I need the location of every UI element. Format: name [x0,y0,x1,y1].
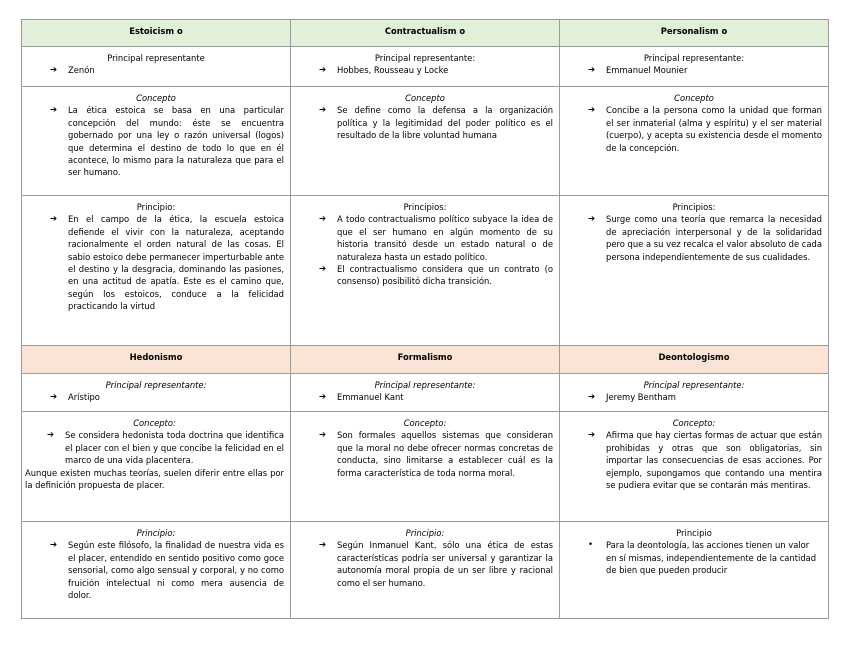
list-item: Son formales aquellos sistemas que consideran que la moral no debe ofrecer normas concretas de conducta, sino limitarse a establecer cuál es la forma característica de toda norma moral. [337,430,553,478]
arrow-icon: ➔ [50,105,58,116]
arrow-icon: ➔ [319,392,327,403]
arrow-icon: ➔ [50,540,58,551]
list-item: Hobbes, Rousseau y Locke [337,65,449,76]
list-item: Según este filósofo, la finalidad de nuestra vida es el placer, entendido en sentido positivo como goce sensorial, como algo sensual y corporal, y no como fruición intelectual ni como mera ausencia de dolor. [68,540,284,601]
header-personalismo: Personalism o [560,20,829,47]
list-item: El contractualismo considera que un contrato (o consenso) posibilitó dicha transición. [337,264,553,287]
list-item: Para la deontología, las acciones tienen un valor en sí mismas, independientemente de la cantidad de bien que pueden producir [606,540,817,576]
header-row-1 [22,20,829,47]
cell-label: Principios: [403,202,447,212]
header-hedonismo: Hedonismo [22,346,291,374]
cell-label: Concepto [405,93,445,103]
list-item: Emmanuel Mounier [606,65,688,76]
list-item: En el campo de la ética, la escuela estoica defiende el vivir con la naturaleza, aceptando racionalmente el orden natural de las cosas. El sabio estoico debe permanecer imperturbable ante el destino y la desgracia, dominando las pasiones, en una actitud de apatía. Este es el camino que, según los estoicos, conduce a la felicidad practicando la virtud [68,214,284,312]
list-item: Concibe a la persona como la unidad que forman el ser inmaterial (alma y espíritu) y el ser material (cuerpo), y acepta su existencia desde el momento de la concepción. [606,105,822,153]
cell-label: Concepto [136,93,176,103]
arrow-icon: ➔ [319,430,327,441]
arrow-icon: ➔ [588,105,596,116]
cell-label: Principal representante: [643,380,745,390]
list-item: Según Inmanuel Kant, sólo una ética de estas características podría ser universal y garantizar la autonomía moral propia de un ser libre y racional como el ser humano. [337,540,553,588]
arrow-icon: ➔ [588,430,596,441]
list-item: Arístipo [68,392,100,403]
cell-contractualismo-concepto [291,87,560,196]
arrow-icon: ➔ [50,392,58,403]
arrow-icon: ➔ [319,540,327,551]
arrow-icon: ➔ [47,430,55,441]
arrow-icon: ➔ [319,214,327,225]
arrow-icon: ➔ [319,105,327,116]
list-item: La ética estoica se basa en una particular concepción del mundo: éste se encuentra gobernado por una ley o razón universal (logos) que determina el destino de todo lo que en él acontece, lo mismo para la naturaleza que para el ser humano. [68,105,284,178]
cell-deontologismo-principios [560,522,829,619]
list-item: Afirma que hay ciertas formas de actuar que están prohibidas y otras que son obligatorias, sin importar las consecuencias de esas acciones. Por ejemplo, supongamos que contando una mentira se pudiera evitar que se contarán más mentiras. [606,430,822,491]
cell-personalismo-concepto [560,87,829,196]
arrow-icon: ➔ [588,65,596,76]
cell-label: Principio [676,528,712,538]
cell-contractualismo-representante [291,47,560,87]
list-item: Surge como una teoría que remarca la necesidad de apreciación interpersonal y de la solidaridad pero que a su vez recalca el valor absoluto de cada persona independientemente de sus cualidades. [606,214,822,262]
cell-label: Principios: [672,202,716,212]
list-item: Se considera hedonista toda doctrina que identifica el placer con el bien y que concibe la felicidad en el marco de una vida placentera. [65,430,284,466]
bullet-dot-icon: • [588,540,594,551]
arrow-icon: ➔ [588,214,596,225]
cell-estoicismo-concepto [22,87,291,196]
representante-row-1 [22,47,829,87]
cell-label: Principio: [405,528,445,538]
principios-row-2 [22,522,829,619]
list-item: A todo contractualismo político subyace la idea de que el ser humano en algún momento de su historia transitó desde un estado natural o de naturaleza hasta un estado político. [337,214,553,262]
cell-formalismo-concepto [291,412,560,522]
philosophy-table [21,19,829,619]
list-item: Zenón [68,65,95,76]
cell-estoicismo-representante [22,47,291,87]
cell-label: Concepto: [672,418,716,428]
arrow-icon: ➔ [50,214,58,225]
concepto-row-2 [22,412,829,522]
header-deontologismo: Deontologismo [560,346,829,374]
cell-label: Principio: [136,202,176,212]
list-item: Emmanuel Kant [337,392,404,403]
cell-label: Concepto: [403,418,447,428]
cell-estoicismo-principios [22,196,291,346]
cell-deontologismo-concepto [560,412,829,522]
cell-label: Principal representante: [105,380,207,390]
cell-label: Principal representante: [374,380,476,390]
cell-hedonismo-representante [22,374,291,412]
arrow-icon: ➔ [588,392,596,403]
representante-row-2 [22,374,829,412]
cell-label: Principal representante [107,53,205,63]
concepto-row-1 [22,87,829,196]
cell-deontologismo-representante [560,374,829,412]
list-item: Jeremy Bentham [606,392,676,403]
cell-contractualismo-principios [291,196,560,346]
header-estoicismo: Estoicism o [22,20,291,47]
cell-label: Concepto [674,93,714,103]
cell-personalismo-representante [560,47,829,87]
cell-label: Principal representante: [643,53,745,63]
cell-personalismo-principios [560,196,829,346]
arrow-icon: ➔ [50,65,58,76]
header-row-2 [22,346,829,374]
cell-formalismo-principios [291,522,560,619]
header-contractualismo: Contractualism o [291,20,560,47]
principios-row-1 [22,196,829,346]
cell-label: Principio: [136,528,176,538]
cell-hedonismo-principios [22,522,291,619]
cell-label: Principal representante: [374,53,476,63]
cell-hedonismo-concepto [22,412,291,522]
cell-label: Concepto: [133,418,176,428]
cell-formalismo-representante [291,374,560,412]
list-item: Se define como la defensa a la organización política y la legitimidad del poder político es el resultado de la libre voluntad humana [337,105,553,141]
paragraph: Aunque existen muchas teorías, suelen diferir entre ellas por la definición propuesta de placer. [25,467,284,491]
header-formalismo: Formalismo [291,346,560,374]
arrow-icon: ➔ [319,264,327,275]
arrow-icon: ➔ [319,65,327,76]
